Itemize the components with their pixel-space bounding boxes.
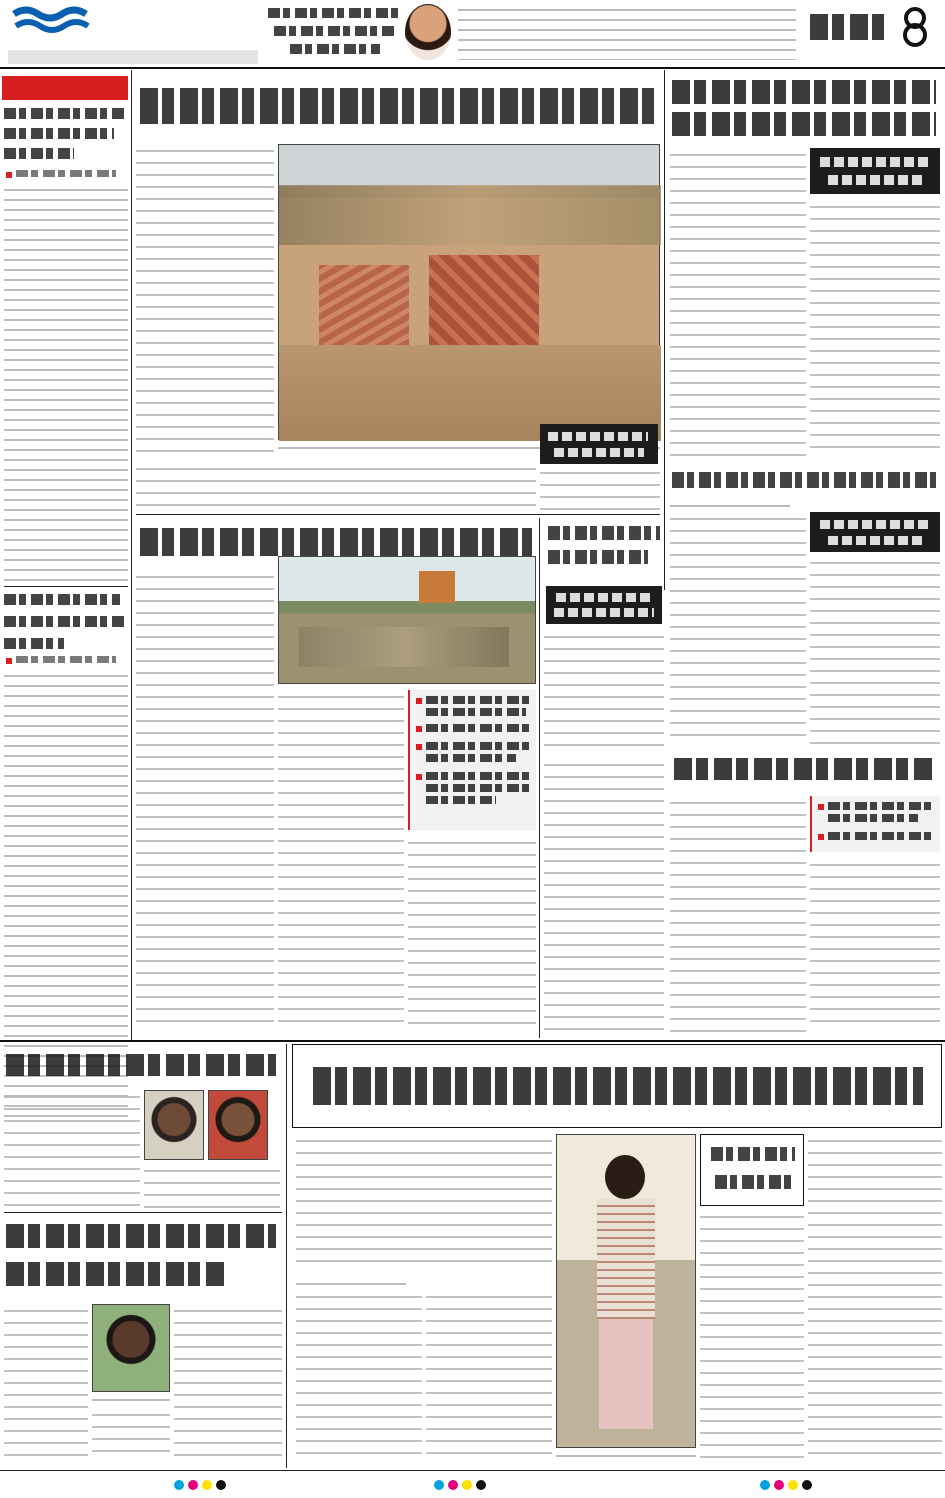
nh-text-col-2 [278,690,404,1032]
right-column-rule [664,70,665,590]
vigilance-text-1 [4,1304,88,1462]
nh-text-col-1 [136,570,274,1032]
vigilance-text-2 [92,1408,170,1462]
nh-factbox [408,690,536,830]
brief-1-headline [4,108,124,119]
footer-rule [0,1470,945,1471]
deaths-text-1 [670,796,806,1032]
promo-avatar [405,4,451,60]
masthead [0,0,945,66]
top-right-headline-text [670,72,940,142]
nh-photo [278,556,536,684]
lead-divider [136,514,660,515]
left-column-rule [131,70,132,1042]
deaths-text-2 [810,858,940,1032]
page-number-icon [895,4,935,48]
promo-headline [268,4,400,60]
maoist-text-2 [144,1164,280,1208]
top-right-callout [810,148,940,194]
brief-1-text [4,184,128,584]
lead-callout [540,424,658,464]
lead-text-col-1 [136,144,274,460]
court-text-2 [544,758,664,1032]
lead-photo [278,144,660,440]
section-label [806,4,888,50]
brief-divider-1 [4,586,128,587]
brief-2 [4,590,128,1030]
right-sub-text-1 [670,512,806,744]
vigilance-headline-text [4,1216,282,1300]
vigilance-photo [92,1304,170,1392]
right-sub-callout [810,512,940,552]
brief-1-bullet [6,172,12,178]
maoist-divider [4,1212,282,1213]
maoist-photo-2 [208,1090,268,1160]
right-sub-headline [670,462,940,498]
masthead-rule [0,67,945,69]
promo-text [458,4,796,60]
lead-text-bottom [136,462,536,510]
vigilance-text-3 [174,1304,282,1462]
maoist-photo-1 [144,1090,204,1160]
cancer-text-2 [426,1290,552,1462]
maoist-text-1 [4,1090,140,1208]
cancer-text-4 [808,1134,942,1462]
court-text-1 [544,630,664,754]
cancer-dateline [296,1278,406,1288]
bottom-column-rule [286,1044,287,1468]
cancer-text-3 [700,1210,804,1462]
vigilance-photo-caption [92,1394,170,1404]
top-right-text-2 [810,200,940,456]
cancer-headline-text [292,1044,942,1128]
dateline-bar [8,50,258,64]
right-sub-text-2 [810,556,940,744]
mid-column-rule [539,518,540,1038]
registration-marks [0,1476,945,1496]
top-right-text-1 [670,148,806,456]
brief-1 [4,104,128,584]
bottom-section-rule [0,1040,945,1042]
briefs-label [2,76,128,100]
cancer-photo-caption [556,1450,696,1462]
cancer-callout [700,1134,804,1206]
cancer-intro [296,1134,552,1270]
court-callout [546,586,662,624]
right-sub-dateline [670,500,790,510]
cancer-photo [556,1134,696,1448]
deaths-factbox [810,796,940,852]
cancer-text-1 [296,1290,422,1462]
lead-text-bottom-2 [540,466,660,510]
deaths-headline-text [670,750,940,790]
brief-2-headline [4,594,120,605]
maoist-headline-text [4,1044,282,1086]
court-headline-text [544,520,664,584]
logo-subtitle [30,40,90,50]
lead-headline-text [136,74,660,138]
nh-text-col-3 [408,836,536,1032]
